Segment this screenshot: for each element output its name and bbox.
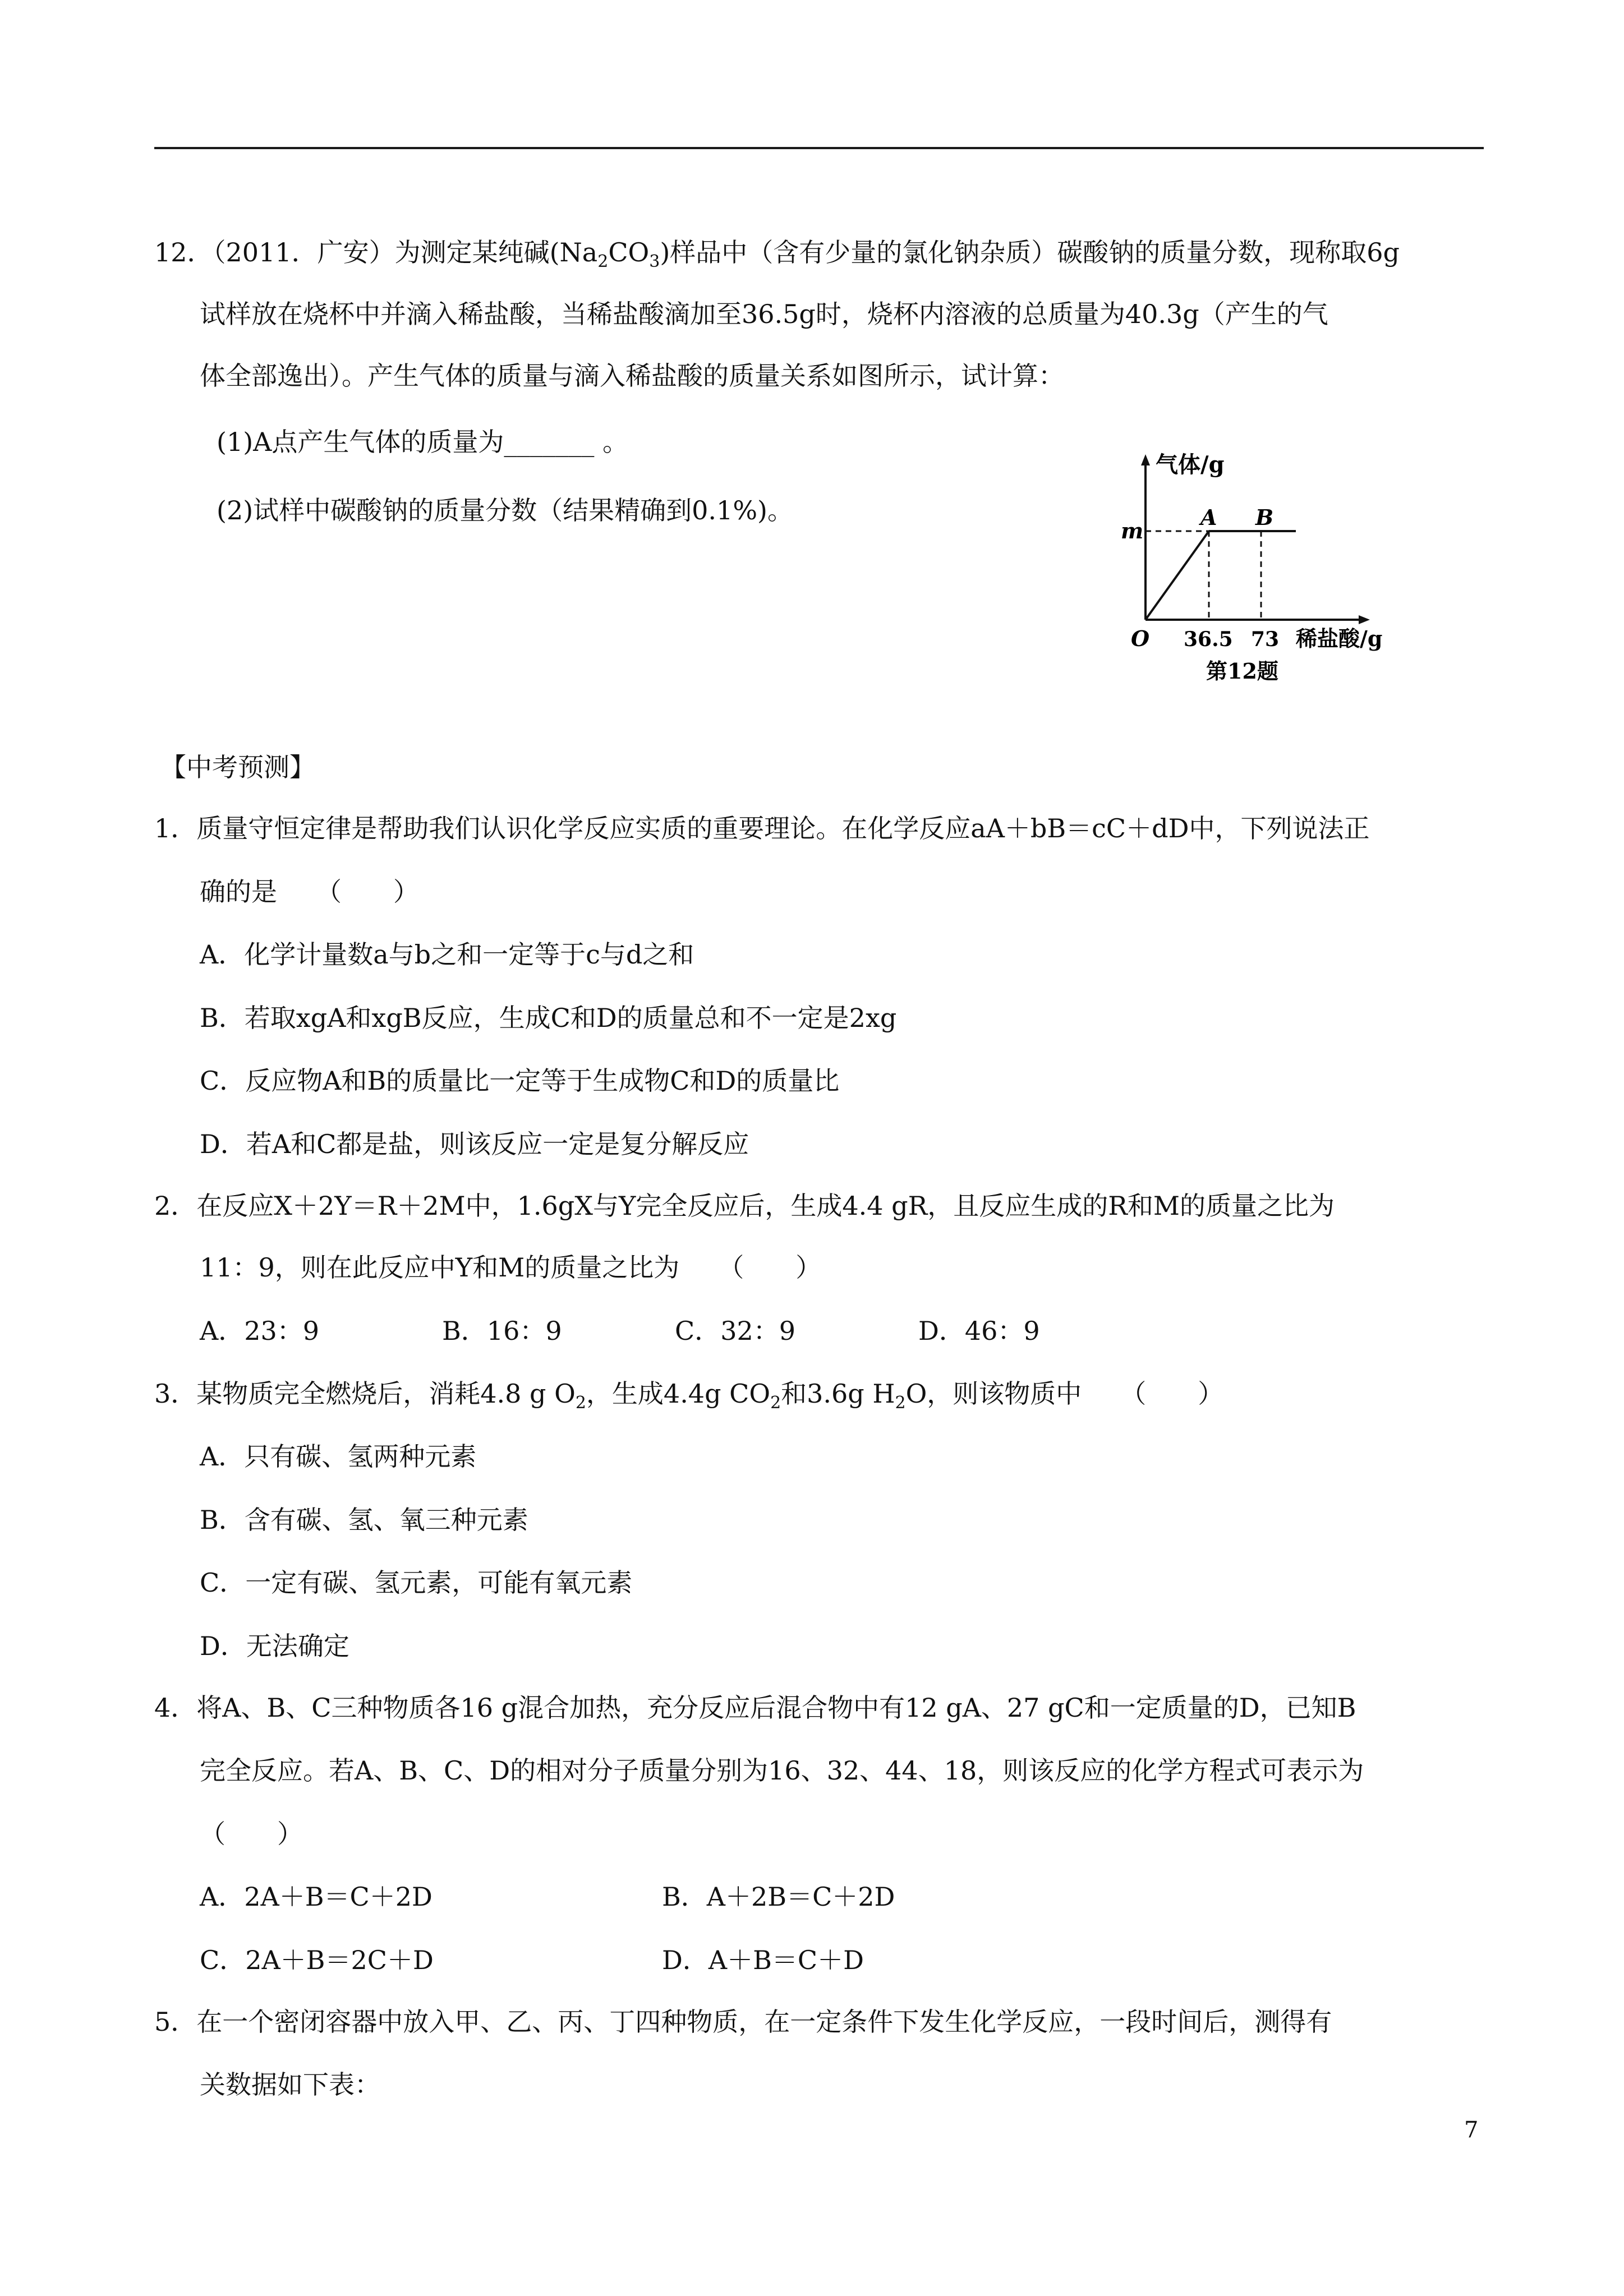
q12-figure [1116,449,1419,698]
y-axis-arrow [1141,454,1150,465]
q2-option-c: C．32：9 [675,1316,795,1346]
y-axis-label: 气体/g [1156,451,1225,478]
q1-option-b: B．若取xgA和xgB反应，生成C和D的质量总和不一定是2xg [200,1003,897,1033]
q4-line-1: 4．将A、B、C三种物质各16 g混合加热，充分反应后混合物中有12 gA、27 gC和一定质量的D，已知B [154,1693,1356,1723]
rising-line [1145,531,1209,620]
q12-line-3: 体全部逸出）。产生气体的质量与滴入稀盐酸的质量关系如图所示，试计算： [200,361,1064,391]
q12-part-1: (1)A点产生气体的质量为_______ 。 [217,427,629,457]
gas-mass-graph [1116,449,1419,695]
point-b-label: B [1255,505,1274,530]
q4-option-a: A．2A＋B＝C＋2D [200,1882,433,1912]
q12-line-1: 12．（2011．广安）为测定某纯碱$(Na_2CO_3)$样品中（含有少量的氯化钠杂质）碳酸钠的质量分数，现称取6g [154,237,1400,271]
q3-option-c: C．一定有碳、氢元素，可能有氧元素 [200,1567,633,1598]
q3-option-a: A．只有碳、氢两种元素 [200,1441,477,1472]
tick-36-5: 36.5 [1184,628,1233,651]
page-number: 7 [1464,2117,1479,2143]
q5-line-1: 5．在一个密闭容器中放入甲、乙、丙、丁四种物质，在一定条件下发生化学反应，一段时间后，测得有 [154,2007,1332,2037]
m-label: m [1121,518,1144,543]
section-title: 【中考预测】 [160,752,315,782]
q2-line-1: 2．在反应X＋2Y＝R＋2M中，1.6gX与Y完全反应后，生成4.4 gR，且反应生成的R和M的质量之比为 [154,1191,1335,1221]
q4-option-d: D．A＋B＝C＋D [662,1945,864,1975]
figure-caption: 第12题 [1206,658,1278,684]
q12-line-2: 试样放在烧杯中并滴入稀盐酸，当稀盐酸滴加至36.5g时，烧杯内溶液的总质量为40.3g（产生的气 [200,299,1328,329]
q2-option-a: A．23：9 [200,1316,320,1346]
q1-option-d: D．若A和C都是盐，则该反应一定是复分解反应 [200,1129,749,1159]
q1-line-1: 1．质量守恒定律是帮助我们认识化学反应实质的重要理论。在化学反应aA＋bB＝cC＋dD中，下列说法正 [154,813,1370,843]
q4-line-3: （ ） [200,1819,303,1849]
x-axis-label: 稀盐酸/g [1296,626,1383,651]
q2-option-d: D．46：9 [918,1316,1040,1346]
q4-option-b: B．A＋2B＝C＋2D [662,1882,895,1912]
q1-line-2: 确的是 （ ） [200,877,419,907]
q2-line-2: 11：9，则在此反应中Y和M的质量之比为 （ ） [200,1252,822,1283]
q4-option-c: C．2A＋B＝2C＋D [200,1945,434,1975]
x-axis-arrow [1359,615,1370,624]
origin-label: O [1131,626,1150,651]
q4-line-2: 完全反应。若A、B、C、D的相对分子质量分别为16、32、44、18，则该反应的化学方程式可表示为 [200,1755,1364,1786]
header-rule [154,147,1484,149]
tick-73: 73 [1251,628,1280,651]
q1-option-a: A．化学计量数a与b之和一定等于c与d之和 [200,939,694,970]
q3-line-1: 3．某物质完全燃烧后，消耗4.8 g $O_2$，生成4.4g $CO_2$和3.6g $H_2O$，则该物质中 （ ） [154,1378,1224,1413]
q5-line-2: 关数据如下表： [200,2069,380,2100]
q3-option-d: D．无法确定 [200,1631,349,1661]
q3-option-b: B．含有碳、氢、氧三种元素 [200,1505,528,1535]
point-a-label: A [1200,505,1217,530]
q2-option-b: B．16：9 [442,1316,562,1346]
q1-option-c: C．反应物A和B的质量比一定等于生成物C和D的质量比 [200,1066,840,1096]
q12-part-2: (2)试样中碳酸钠的质量分数（结果精确到0.1%)。 [217,495,793,525]
